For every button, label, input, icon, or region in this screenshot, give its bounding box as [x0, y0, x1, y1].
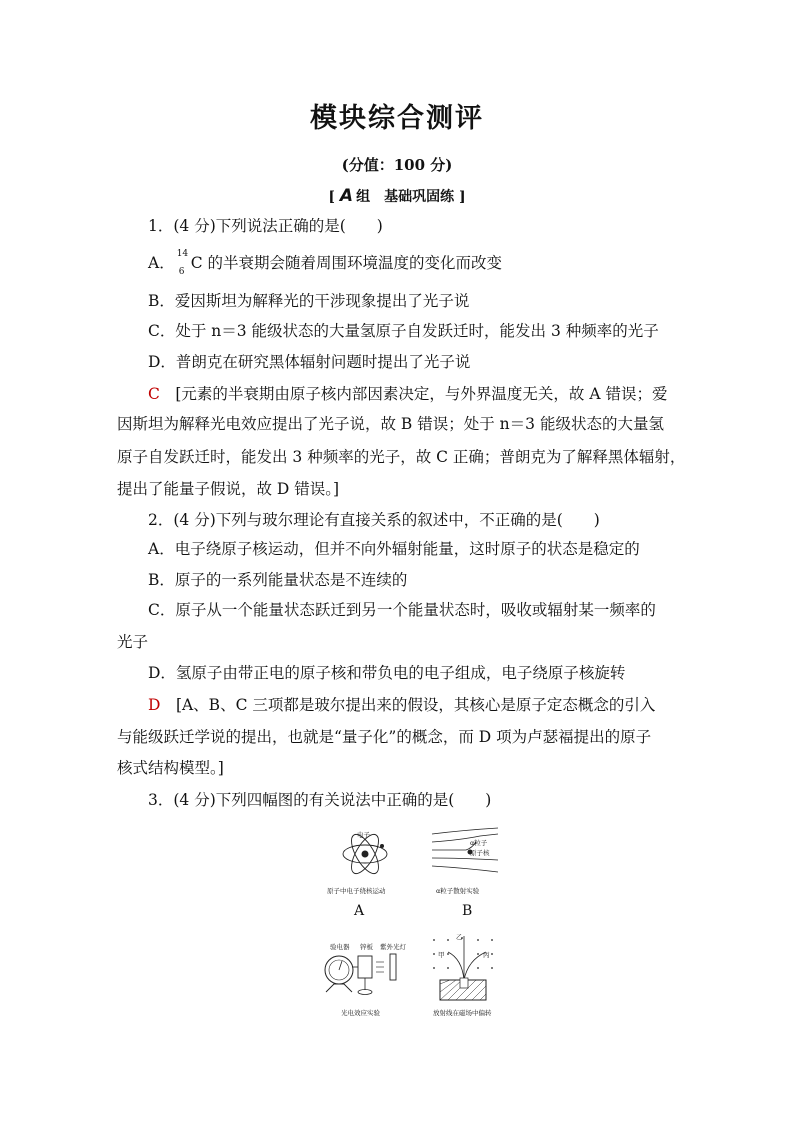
isotope-atomic-number: 6 [178, 267, 185, 277]
page-title: 模块综合测评 [310, 103, 484, 134]
ray-bing-label: 丙 [483, 951, 490, 959]
radiation-deflection-diagram [428, 934, 500, 1002]
photoelectric-diagram [322, 952, 408, 1000]
q1-option-a-text: C 的半衰期会随着周围环境温度的变化而改变 [190, 254, 502, 272]
figure-b-label: B [462, 903, 473, 919]
q2-option-d: D．氢原子由带正电的原子核和带负电的电子组成，电子绕原子核旋转 [148, 664, 626, 682]
electron-dot [380, 844, 384, 848]
q1-option-b: B．爱因斯坦为解释光的干涉现象提出了光子说 [148, 292, 470, 310]
q1-option-a [148, 249, 708, 277]
zinc-plate-label: 锌板 [360, 943, 373, 951]
carbon14-isotope [175, 249, 191, 277]
figure-b-caption: α粒子散射实验 [436, 887, 480, 895]
group-bracket-open: [ [328, 189, 336, 205]
electroscope-label: 验电器 [330, 943, 350, 951]
q1-option-d: D．普朗克在研究黑体辐射问题时提出了光子说 [148, 353, 471, 371]
figure-a-label: A [354, 903, 365, 919]
q2-option-c-line1: C．原子从一个能量状态跃迁到另一个能量状态时，吸收或辐射某一频率的 [148, 601, 656, 619]
group-text: 组 基础巩固练 [356, 189, 455, 205]
q1-option-c: C．处于 n＝3 能级状态的大量氢原子自发跃迁时，能发出 3 种频率的光子 [148, 322, 659, 340]
nucleus-dot [362, 851, 369, 858]
q2-explanation-line2: 与能级跃迁学说的提出，也就是“量子化”的概念，而 D 项为卢瑟福提出的原子 [117, 728, 652, 746]
q2-option-c-line2: 光子 [117, 633, 149, 651]
ray-jia-label: 甲 [438, 951, 445, 959]
ray-yi-label: 乙 [456, 933, 463, 941]
q1-explanation-line1: C [元素的半衰期由原子核内部因素决定，与外界温度无关，故 A 错误；爱 [148, 385, 668, 403]
electron-label: 电子 [357, 831, 370, 839]
group-heading [0, 186, 794, 206]
q1-stem: 1．(4 分)下列说法正确的是( ) [148, 217, 383, 235]
q2-option-a: A．电子绕原子核运动，但并不向外辐射能量，这时原子的状态是稳定的 [148, 540, 640, 558]
q1-answer: C [148, 385, 160, 403]
q3-stem: 3．(4 分)下列四幅图的有关说法中正确的是( ) [148, 791, 492, 809]
figure-d-caption: 放射线在磁场中偏转 [433, 1009, 492, 1017]
figure-c-caption: 光电效应实验 [341, 1009, 380, 1017]
q2-explanation-line3: 核式结构模型。] [117, 759, 224, 777]
nucleus-label: 原子核 [470, 849, 490, 857]
q1-explanation-line2: 因斯坦为解释光电效应提出了光子说，故 B 错误；处于 n＝3 能级状态的大量氢 [117, 415, 664, 433]
q1-option-a-label: A． [148, 254, 175, 272]
uv-lamp-label: 紫外光灯 [380, 943, 406, 951]
q1-explanation-line4: 提出了能量子假说，故 D 错误。] [117, 480, 340, 498]
q2-option-b: B．原子的一系列能量状态是不连续的 [148, 571, 408, 589]
isotope-mass-number: 14 [176, 249, 189, 259]
q2-explanation-line1: D [A、B、C 三项都是玻尔提出来的假设，其核心是原子定态概念的引入 [148, 696, 656, 714]
figure-a-caption: 原子中电子绕核运动 [327, 887, 386, 895]
q2-answer: D [148, 696, 161, 714]
q2-stem: 2．(4 分)下列与玻尔理论有直接关系的叙述中，不正确的是( ) [148, 511, 600, 529]
score-note: (分值：100 分) [341, 156, 453, 174]
group-bracket-close: ] [458, 189, 466, 205]
q1-explanation-line3: 原子自发跃迁时，能发出 3 种频率的光子，故 C 正确；普朗克为了解释黑体辐射， [117, 448, 686, 466]
group-letter: A [339, 186, 354, 206]
alpha-particle-label: α粒子 [470, 839, 488, 847]
